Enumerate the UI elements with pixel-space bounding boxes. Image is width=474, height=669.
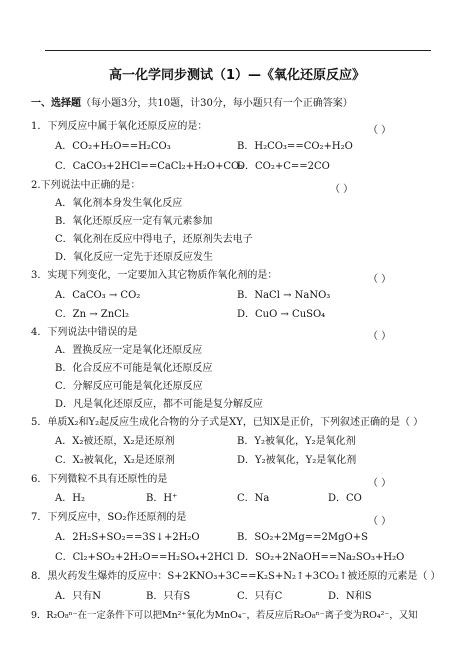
option: D．氧化反应一定先于还原反应发生 — [55, 252, 214, 263]
answer-paren: （ ） — [368, 331, 392, 342]
option: B．NaCl → NaNO₃ — [237, 290, 331, 301]
question-stem: 5．单质X₂和Y₂起反应生成化合物的分子式是XY，已知X是正价，下列叙述正确的是（ ） — [31, 417, 424, 428]
answer-paren: （ ） — [330, 184, 354, 195]
question-stem: 3．实现下列变化，一定要加入其它物质作氧化剂的是： — [31, 270, 278, 281]
option: C．X₂被氧化，X₂是还原剂 — [55, 455, 175, 466]
answer-paren: （ ） — [368, 516, 392, 527]
option: A．2H₂S+SO₂==3S↓+2H₂O — [55, 532, 200, 543]
option: D．CuO → CuSO₄ — [237, 309, 326, 320]
option: D．CO₂+C==2CO — [237, 161, 330, 172]
option: A．X₂被还原，X₂是还原剂 — [55, 436, 175, 447]
option: C．CaCO₃+2HCl==CaCl₂+H₂O+CO₂ — [55, 161, 244, 172]
question-stem: 8．黑火药发生爆炸的反应中：S+2KNO₃+3C==K₂S+N₂↑+3CO₂↑被还原的元素是（ ） — [31, 571, 441, 582]
option: A．置换反应一定是氧化还原反应 — [55, 345, 203, 356]
section-heading-line — [31, 98, 353, 110]
answer-paren: （ ） — [368, 125, 392, 136]
section-note: （每小题3分，共10题，计30分，每小题只有一个正确答案） — [81, 98, 353, 109]
question-stem: 4．下列说法中错误的是 — [31, 327, 138, 338]
option: B．H⁺ — [146, 493, 178, 504]
option: C．Zn → ZnCl₂ — [55, 309, 130, 320]
question-stem: 1．下列反应中属于氧化还原反应的是： — [31, 121, 208, 132]
option: C．只有C — [237, 591, 283, 602]
option: C．氧化剂在反应中得电子，还原剂失去电子 — [55, 234, 253, 245]
option: B．Y₂被氧化，Y₂是氧化剂 — [237, 436, 356, 447]
option: A．CaCO₃ → CO₂ — [55, 290, 141, 301]
question-stem: 6．下列微粒不具有还原性的是 — [31, 474, 168, 485]
option: B．化合反应不可能是氧化还原反应 — [55, 363, 213, 374]
option: D．Y₂被氧化，Y₂是氧化剂 — [237, 455, 357, 466]
option: A．CO₂+H₂O==H₂CO₃ — [55, 141, 171, 152]
option: B．SO₂+2Mg==2MgO+S — [237, 532, 368, 543]
section-heading: 一、选择题 — [31, 98, 81, 109]
answer-paren: （ ） — [368, 478, 392, 489]
question-stem: 2.下列说法中正确的是： — [31, 180, 141, 191]
answer-paren: （ ） — [368, 274, 392, 285]
option: D．SO₂+2NaOH==Na₂SO₃+H₂O — [237, 552, 405, 563]
option: D．凡是氧化还原反应，都不可能是复分解反应 — [55, 399, 264, 410]
question-stem: 9．R₂O₈ⁿ⁻在一定条件下可以把Mn²⁺氧化为MnO₄⁻，若反应后R₂O₈ⁿ⁻离子变为RO₄²⁻，又知 — [31, 610, 418, 621]
header-rule — [45, 50, 431, 51]
option: B．氧化还原反应一定有氧元素参加 — [55, 216, 213, 227]
question-stem: 7．下列反应中，SO₂作还原剂的是 — [31, 512, 187, 523]
option: B．只有S — [146, 591, 191, 602]
option: C．分解反应可能是氧化还原反应 — [55, 381, 203, 392]
option: B．H₂CO₃==CO₂+H₂O — [237, 141, 353, 152]
option: C．Cl₂+SO₂+2H₂O==H₂SO₄+2HCl — [55, 552, 234, 563]
option: A．氧化剂本身发生氧化反应 — [55, 198, 183, 209]
option: A．H₂ — [55, 493, 85, 504]
page-title: 高一化学同步测试（1）—《氧化还原反应》 — [108, 68, 366, 83]
option: D．CO — [328, 493, 362, 504]
option: A．只有N — [55, 591, 101, 602]
option: D．N和S — [328, 591, 372, 602]
option: C．Na — [237, 493, 270, 504]
